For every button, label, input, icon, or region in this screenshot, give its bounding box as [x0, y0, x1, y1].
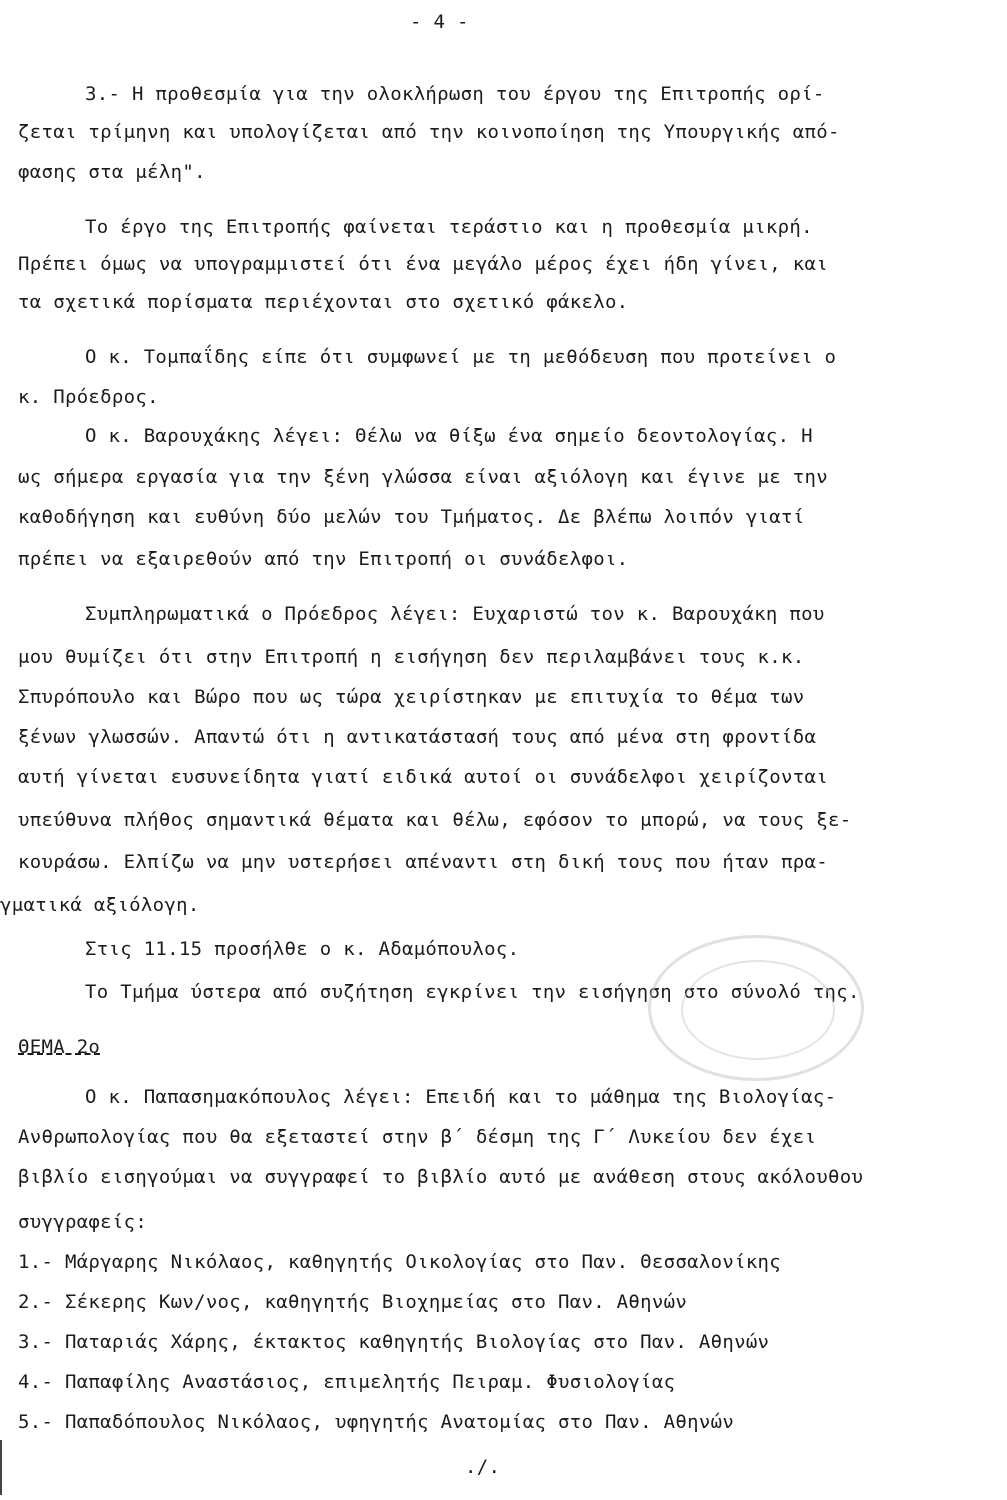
text-line: ως σήμερα εργασία για την ξένη γλώσσα είναι αξιόλογη και έγινε με την [18, 466, 828, 488]
text-line: Σπυρόπουλο και Βώρο που ως τώρα χειρίστηκαν με επιτυχία το θέμα των [18, 686, 805, 708]
text-line: Ο κ. Παπασημακόπουλος λέγει: Επειδή και το μάθημα της Βιολογίας- [85, 1086, 837, 1108]
text-line: τα σχετικά πορίσματα περιέχονται στο σχετικό φάκελο. [18, 291, 629, 313]
section-heading: ΘΕΜΑ 2ο [18, 1036, 101, 1058]
text-line: Ο κ. Βαρουχάκης λέγει: Θέλω να θίξω ένα σημείο δεοντολογίας. Η [85, 425, 813, 447]
list-item: 5.- Παπαδόπουλος Νικόλαος, υφηγητής Ανατομίας στο Παν. Αθηνών [18, 1411, 735, 1433]
text-line: φασης στα μέλη". [18, 161, 206, 183]
text-line: Το Τμήμα ύστερα από συζήτηση εγκρίνει την εισήγηση στο σύνολό της. [85, 981, 860, 1003]
text-line: ζεται τρίμηνη και υπολογίζεται από την κοινοποίηση της Υπουργικής από- [18, 121, 840, 143]
text-line: μου θυμίζει ότι στην Επιτροπή η εισήγηση δεν περιλαμβάνει τους κ.κ. [18, 646, 805, 668]
text-line: κ. Πρόεδρος. [18, 386, 159, 408]
text-line: συγγραφείς: [18, 1211, 148, 1233]
text-line: 3.- Η προθεσμία για την ολοκλήρωση του έργου της Επιτροπής ορί- [85, 83, 825, 105]
official-stamp [648, 935, 864, 1081]
continuation-mark: ./. [465, 1456, 501, 1478]
text-line: υπεύθυνα πλήθος σημαντικά θέματα και θέλω, εφόσον το μπορώ, να τους ξε- [18, 809, 852, 831]
text-line: αυτή γίνεται ευσυνείδητα γιατί ειδικά αυτοί οι συνάδελφοι χειρίζονται [18, 766, 828, 788]
stamp-inner-ring [681, 960, 835, 1060]
text-line: Ανθρωπολογίας που θα εξεταστεί στην β΄ δέσμη της Γ΄ Λυκείου δεν έχει [18, 1126, 817, 1148]
list-item: 3.- Παταριάς Χάρης, έκτακτος καθηγητής Βιολογίας στο Παν. Αθηνών [18, 1331, 770, 1353]
text-line: γματικά αξιόλογη. [0, 894, 200, 916]
text-line: Ο κ. Τομπαΐδης είπε ότι συμφωνεί με τη μεθόδευση που προτείνει ο [85, 346, 837, 368]
text-line: Το έργο της Επιτροπής φαίνεται τεράστιο και η προθεσμία μικρή. [85, 216, 813, 238]
text-line: πρέπει να εξαιρεθούν από την Επιτροπή οι συνάδελφοι. [18, 548, 629, 570]
list-item: 4.- Παπαφίλης Αναστάσιος, επιμελητής Πειραμ. Φυσιολογίας [18, 1371, 676, 1393]
text-line: καθοδήγηση και ευθύνη δύο μελών του Τμήματος. Δε βλέπω λοιπόν γιατί [18, 506, 805, 528]
text-line: κουράσω. Ελπίζω να μην υστερήσει απέναντι στη δική τους που ήταν πρα- [18, 851, 828, 873]
text-line: Συμπληρωματικά ο Πρόεδρος λέγει: Ευχαριστώ τον κ. Βαρουχάκη που [85, 603, 825, 625]
margin-mark [0, 1440, 6, 1495]
text-line: βιβλίο εισηγούμαι να συγγραφεί το βιβλίο αυτό με ανάθεση στους ακόλουθου [18, 1166, 864, 1188]
page-number: - 4 - [410, 11, 469, 33]
text-line: Στις 11.15 προσήλθε ο κ. Αδαμόπουλος. [85, 938, 520, 960]
text-line: Πρέπει όμως να υπογραμμιστεί ότι ένα μεγάλο μέρος έχει ήδη γίνει, και [18, 253, 828, 275]
text-line: ξένων γλωσσών. Απαντώ ότι η αντικατάστασή τους από μένα στη φροντίδα [18, 726, 817, 748]
list-item: 2.- Σέκερης Κων/νος, καθηγητής Βιοχημείας στο Παν. Αθηνών [18, 1291, 688, 1313]
list-item: 1.- Μάργαρης Νικόλαος, καθηγητής Οικολογίας στο Παν. Θεσσαλονίκης [18, 1251, 782, 1273]
